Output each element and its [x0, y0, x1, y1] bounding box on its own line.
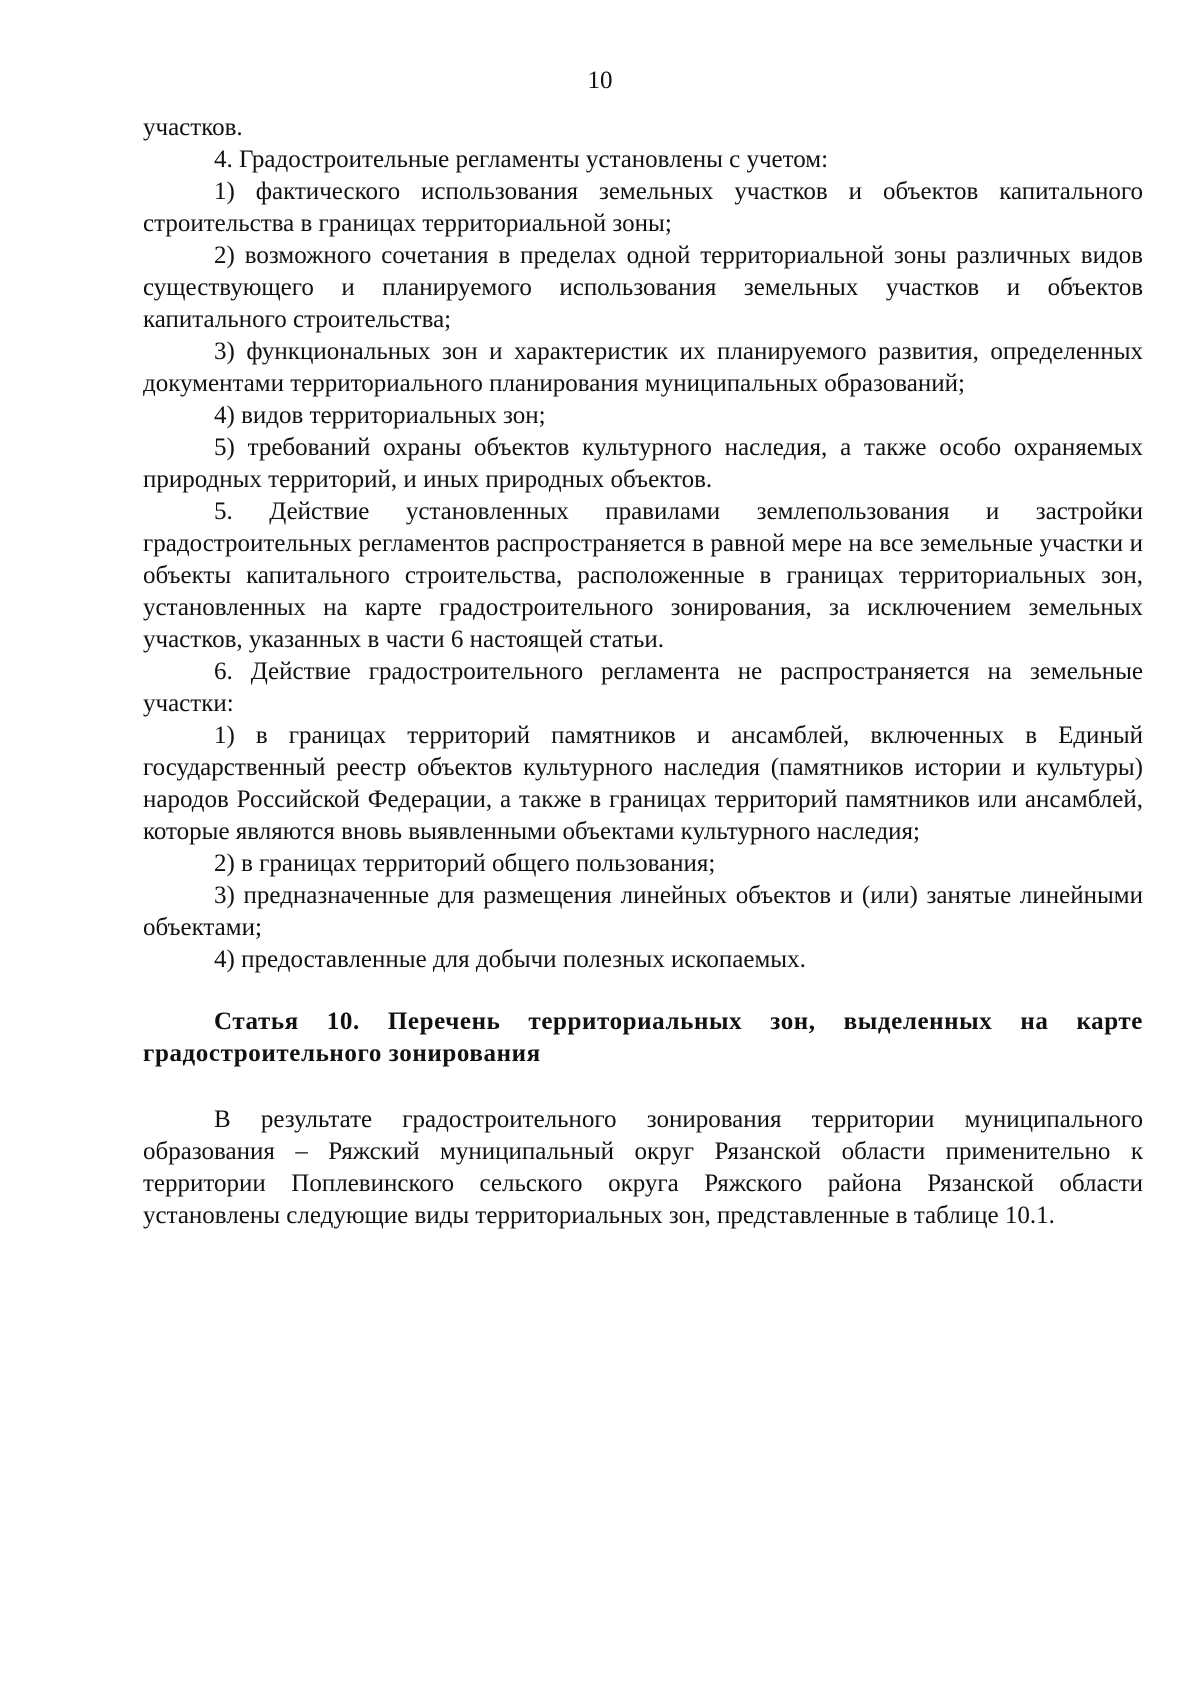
subitem-4-2: 2) возможного сочетания в пределах одной территориальной зоны различных видов существующего и планируемого использования земельных участков и объектов капитального строительства; — [143, 242, 1143, 333]
document-body — [143, 112, 1143, 1232]
subitem-4-5: 5) требований охраны объектов культурного наследия, а также особо охраняемых природных территорий, и иных природных объектов. — [143, 434, 1143, 493]
article-10-text: В результате градостроительного зонирования территории муниципального образования – Ряжский муниципальный округ Рязанской области применительно к территории Поплевинского сельского округа Ряжского района Рязанской области установлены следующие виды территориальных зон, представленные в таблице 10.1. — [143, 1106, 1143, 1229]
subitem-6-3: 3) предназначенные для размещения линейных объектов и (или) занятые линейными объектами; — [143, 882, 1143, 941]
subitem-6-1: 1) в границах территорий памятников и ансамблей, включенных в Единый государственный реестр объектов культурного наследия (памятников истории и культуры) народов Российской Федерации, а также в границах территорий памятников или ансамблей, которые являются вновь выявленными объектами культурного наследия; — [143, 722, 1143, 845]
paragraph-item-5: 5. Действие установленных правилами землепользования и застройки градостроительных регламентов распространяется в равной мере на все земельные участки и объекты капитального строительства, расположенные в границах территориальных зон, установленных на карте градостроительного зонирования, за исключением земельных участков, указанных в части 6 настоящей статьи. — [143, 498, 1143, 653]
subitem-6-4: 4) предоставленные для добычи полезных ископаемых. — [214, 946, 806, 973]
page-number: 10 — [587, 67, 613, 94]
subitem-6-2: 2) в границах территорий общего пользования; — [214, 850, 716, 877]
subitem-4-4: 4) видов территориальных зон; — [214, 402, 546, 429]
subitem-4-1: 1) фактического использования земельных участков и объектов капитального строительства в границах территориальной зоны; — [143, 178, 1143, 237]
paragraph-item-4: 4. Градостроительные регламенты установлены с учетом: — [214, 146, 829, 173]
article-10-heading: Статья 10. Перечень территориальных зон, выделенных на карте градостроительного зонирования — [143, 1008, 1143, 1067]
subitem-4-3: 3) функциональных зон и характеристик их планируемого развития, определенных документами территориального планирования муниципальных образований; — [143, 338, 1143, 397]
paragraph-item-6: 6. Действие градостроительного регламента не распространяется на земельные участки: — [143, 658, 1143, 717]
paragraph-continuation: участков. — [143, 114, 243, 141]
